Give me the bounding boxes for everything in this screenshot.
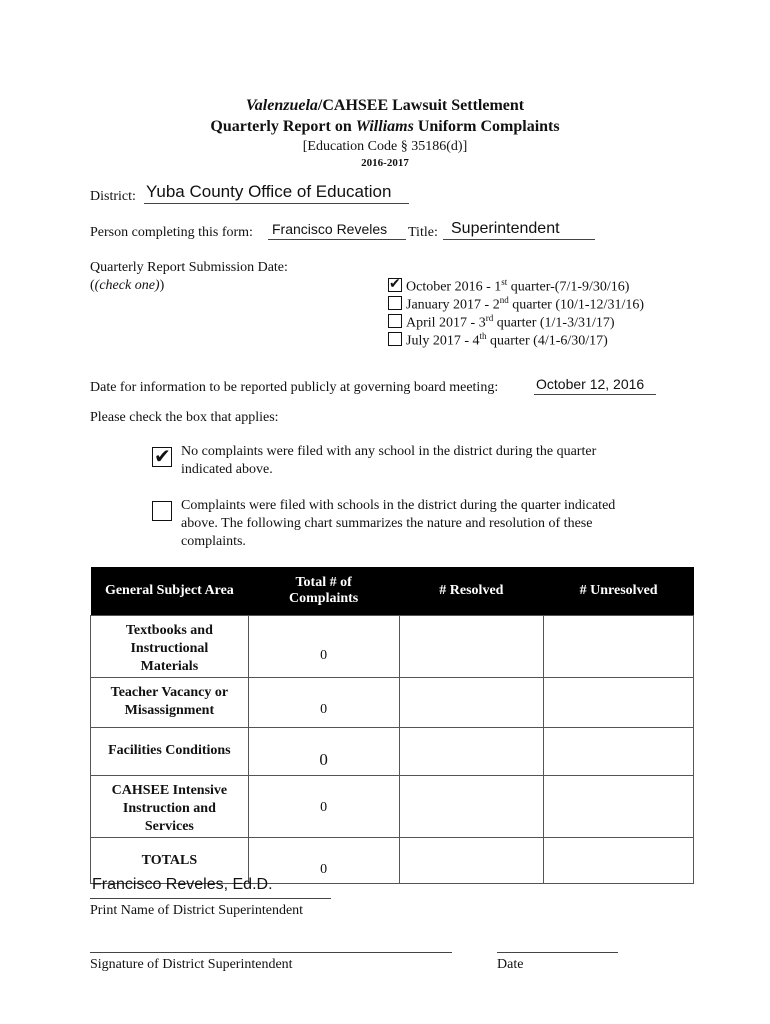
complaints-filed-checkbox[interactable] [152,501,172,521]
person-value: Francisco Reveles [272,221,388,237]
header-resolved: # Resolved [399,567,544,616]
quarter-option[interactable] [386,331,686,349]
table-row [91,728,694,776]
quarter-checkbox-3[interactable] [388,314,402,328]
subject-cell: TOTALS [91,838,249,884]
unresolved-cell[interactable] [544,616,694,678]
quarter-checkbox-4[interactable] [388,332,402,346]
unresolved-cell[interactable] [544,776,694,838]
quarter-option[interactable] [386,313,686,331]
board-date-value: October 12, 2016 [536,376,645,392]
no-complaints-line1: No complaints were filed with any school in the district during the quarter [181,444,597,459]
header-subject: General Subject Area [91,567,249,616]
no-complaints-line2: indicated above. [181,462,273,477]
quarter-label-2: January 2017 - 2nd quarter (10/1-12/31/16) [406,295,644,313]
board-date-field[interactable] [534,376,656,395]
complaints-filed-line1: Complaints were filed with schools in the district during the quarter indicated [181,498,616,513]
education-code: [Education Code § 35186(d)] [302,139,468,154]
subject-cell: CAHSEE Intensive Instruction and Services [91,776,249,838]
person-label: Person completing this form: [90,225,253,240]
board-label: Date for information to be reported publicly at governing board meeting: [90,380,499,395]
quarter-checkbox-1[interactable] [388,278,402,292]
unresolved-cell[interactable] [544,728,694,776]
date-line[interactable] [497,952,618,953]
subject-cell: Facilities Conditions [91,728,249,776]
title-italic: Valenzuela [245,97,318,114]
complaints-filed-line2: above. The following chart summarizes the nature and resolution of these [181,516,593,531]
total-cell[interactable]: 0 [248,728,399,776]
header-total: Total # of Complaints [248,567,399,616]
resolved-cell[interactable] [399,728,544,776]
quarter-checkbox-2[interactable] [388,296,402,310]
checkmark-icon: ✔ [389,276,401,292]
print-name-value: Francisco Reveles, Ed.D. [92,876,273,893]
submission-label: Quarterly Report Submission Date: [90,260,288,275]
subtitle-italic: Williams [355,118,414,135]
subtitle-pre: Quarterly Report on [210,118,356,135]
submission-hint-text: (check one) [94,278,160,293]
unresolved-cell[interactable] [544,678,694,728]
total-cell[interactable]: 0 [248,838,399,884]
date-label: Date [497,957,524,972]
resolved-cell[interactable] [399,616,544,678]
unresolved-cell[interactable] [544,838,694,884]
table-row [91,616,694,678]
complaints-filed-line3: complaints. [181,534,246,549]
resolved-cell[interactable] [399,678,544,728]
total-cell[interactable]: 0 [248,678,399,728]
quarter-option[interactable] [386,277,686,295]
print-name-label: Print Name of District Superintendent [90,903,304,918]
print-name-field[interactable] [90,876,331,899]
quarter-label-3: April 2017 - 3rd quarter (1/1-3/31/17) [406,313,615,331]
subtitle-post: Uniform Complaints [413,118,560,135]
submission-hint: ((check one)) [90,278,165,293]
table-row [91,776,694,838]
subject-cell: Textbooks and Instructional Materials [91,616,249,678]
table-row [91,678,694,728]
resolved-cell[interactable] [399,776,544,838]
person-field[interactable] [268,221,406,240]
header-unresolved: # Unresolved [544,567,694,616]
title-label: Title: [408,225,438,240]
checkmark-icon: ✔ [154,444,171,468]
table-header-row [91,567,694,616]
school-year: 2016-2017 [361,157,409,169]
total-cell[interactable]: 0 [248,616,399,678]
signature-line[interactable] [90,952,452,953]
quarter-label-4: July 2017 - 4th quarter (4/1-6/30/17) [406,331,608,349]
total-cell[interactable]: 0 [248,776,399,838]
title-value: Superintendent [451,220,560,237]
title-field[interactable] [443,220,595,240]
subject-cell: Teacher Vacancy or Misassignment [91,678,249,728]
no-complaints-checkbox[interactable] [152,444,172,468]
title-rest: /CAHSEE Lawsuit Settlement [317,97,525,114]
signature-label: Signature of District Superintendent [90,957,293,972]
resolved-cell[interactable] [399,838,544,884]
district-value: Yuba County Office of Education [146,182,392,201]
report-title [0,97,770,115]
quarter-option[interactable] [386,295,686,313]
quarter-label-1: October 2016 - 1st quarter-(7/1-9/30/16) [406,277,630,295]
district-field[interactable] [144,182,409,204]
applies-label: Please check the box that applies: [90,410,279,425]
complaints-table [90,567,694,884]
report-subtitle [0,118,770,136]
district-label: District: [90,189,136,204]
